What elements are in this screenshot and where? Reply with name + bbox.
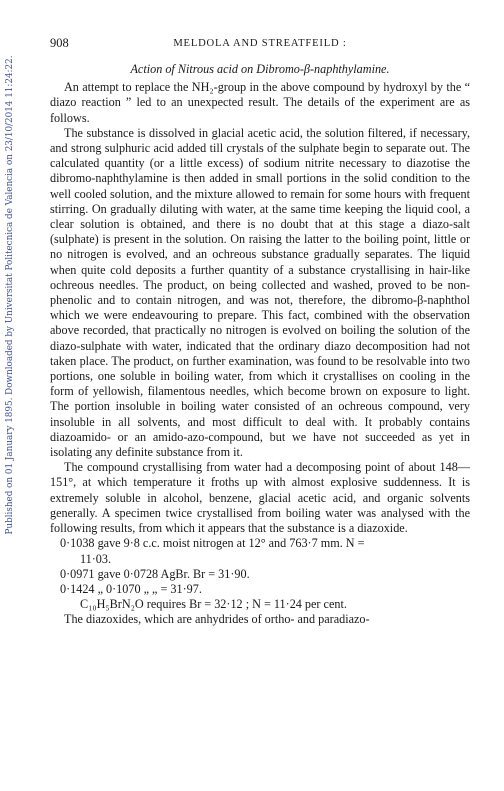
watermark-text: Published on 01 January 1895. Downloaded by Universitat Politecnica de Valencia on 23/10/2014 11:24:22. xyxy=(5,55,15,535)
paragraph-intro: An attempt to replace the NH₂-group in the above compound by hydroxyl by the “ diazo reaction ” led to an unexpected result. The details of the experiment are as follows. xyxy=(50,80,470,125)
page-body xyxy=(50,36,470,628)
section-title: Action of Nitrous acid on Dibromo-β-naphthylamine. xyxy=(130,62,390,76)
page-number: 908 xyxy=(50,36,69,50)
side-watermark xyxy=(0,30,20,560)
paragraph-closing: The diazoxides, which are anhydrides of ortho- and paradiazo- xyxy=(64,612,370,627)
paragraph-experiment: The substance is dissolved in glacial acetic acid, the solution filtered, if necessary, and strong sulphuric acid added till crystals of the sulphate begin to separate out. The calculated quantity (or a little excess) of sodium nitrite necessary to diazotise the dibromo-naphthylamine is then added in small portions in the solid condition to the well cooled solution, and the mixture allowed to remain for some hours with frequent stirring. On gradually diluting with water, at the same time keeping the liquid cool, a clear solution is obtained, and there is no doubt that at this stage a diazo-salt (sulphate) is present in the solution. On raising the latter to the boiling point, little or no nitrogen is evolved, and an ochreous substance gradually separates. The liquid when quite cold deposits a further quantity of a substance crystallising in hair-like ochreous needles. The product, on being collected and washed, proved to be non-phenolic and to contain nitrogen, and was not, therefore, the dibromo-β-naphthol which we were endeavouring to prepare. This fact, combined with the observation above recorded, that practically no nitrogen is evolved on boiling the solution of the diazo-sulphate with water, indicated that the ordinary diazo decomposition had not taken place. The product, on further examination, was found to be resolvable into two portions, one soluble in boiling water, from which it crystallises on cooling in the form of yellowish, filamentous needles, which become brown on exposure to light. The portion insoluble in boiling water consisted of an ochreous compound, very insoluble in all solvents, and most difficult to deal with. It probably contains diazoamido- or an amido-azo-compound, but we have not succeeded as yet in isolating any definite substance from it. xyxy=(50,125,470,460)
paragraph-compound: The compound crystallising from water had a decomposing point of about 148—151°, at which temperature it froths up with almost explosive suddenness. It is extremely soluble in alcohol, benzene, glacial acetic acid, and organic solvents generally. A specimen twice crystallised from boiling water was analysed with the following results, from which it appears that the substance is a diazoxide. xyxy=(50,460,470,536)
result-formula: C₁₀H₅BrN₂O requires Br = 32·12 ; N = 11·24 per cent. xyxy=(80,597,347,612)
result-bromine-1: 0·0971 gave 0·0728 AgBr. Br = 31·90. xyxy=(60,566,250,581)
result-nitrogen-value: 11·03. xyxy=(80,551,112,566)
result-nitrogen: 0·1038 gave 9·8 c.c. moist nitrogen at 12° and 763·7 mm. N = xyxy=(60,536,365,551)
page-header xyxy=(50,36,470,52)
result-bromine-2: 0·1424 „ 0·1070 „ „ = 31·97. xyxy=(60,581,202,596)
running-head: MELDOLA AND STREATFEILD : xyxy=(173,38,347,49)
